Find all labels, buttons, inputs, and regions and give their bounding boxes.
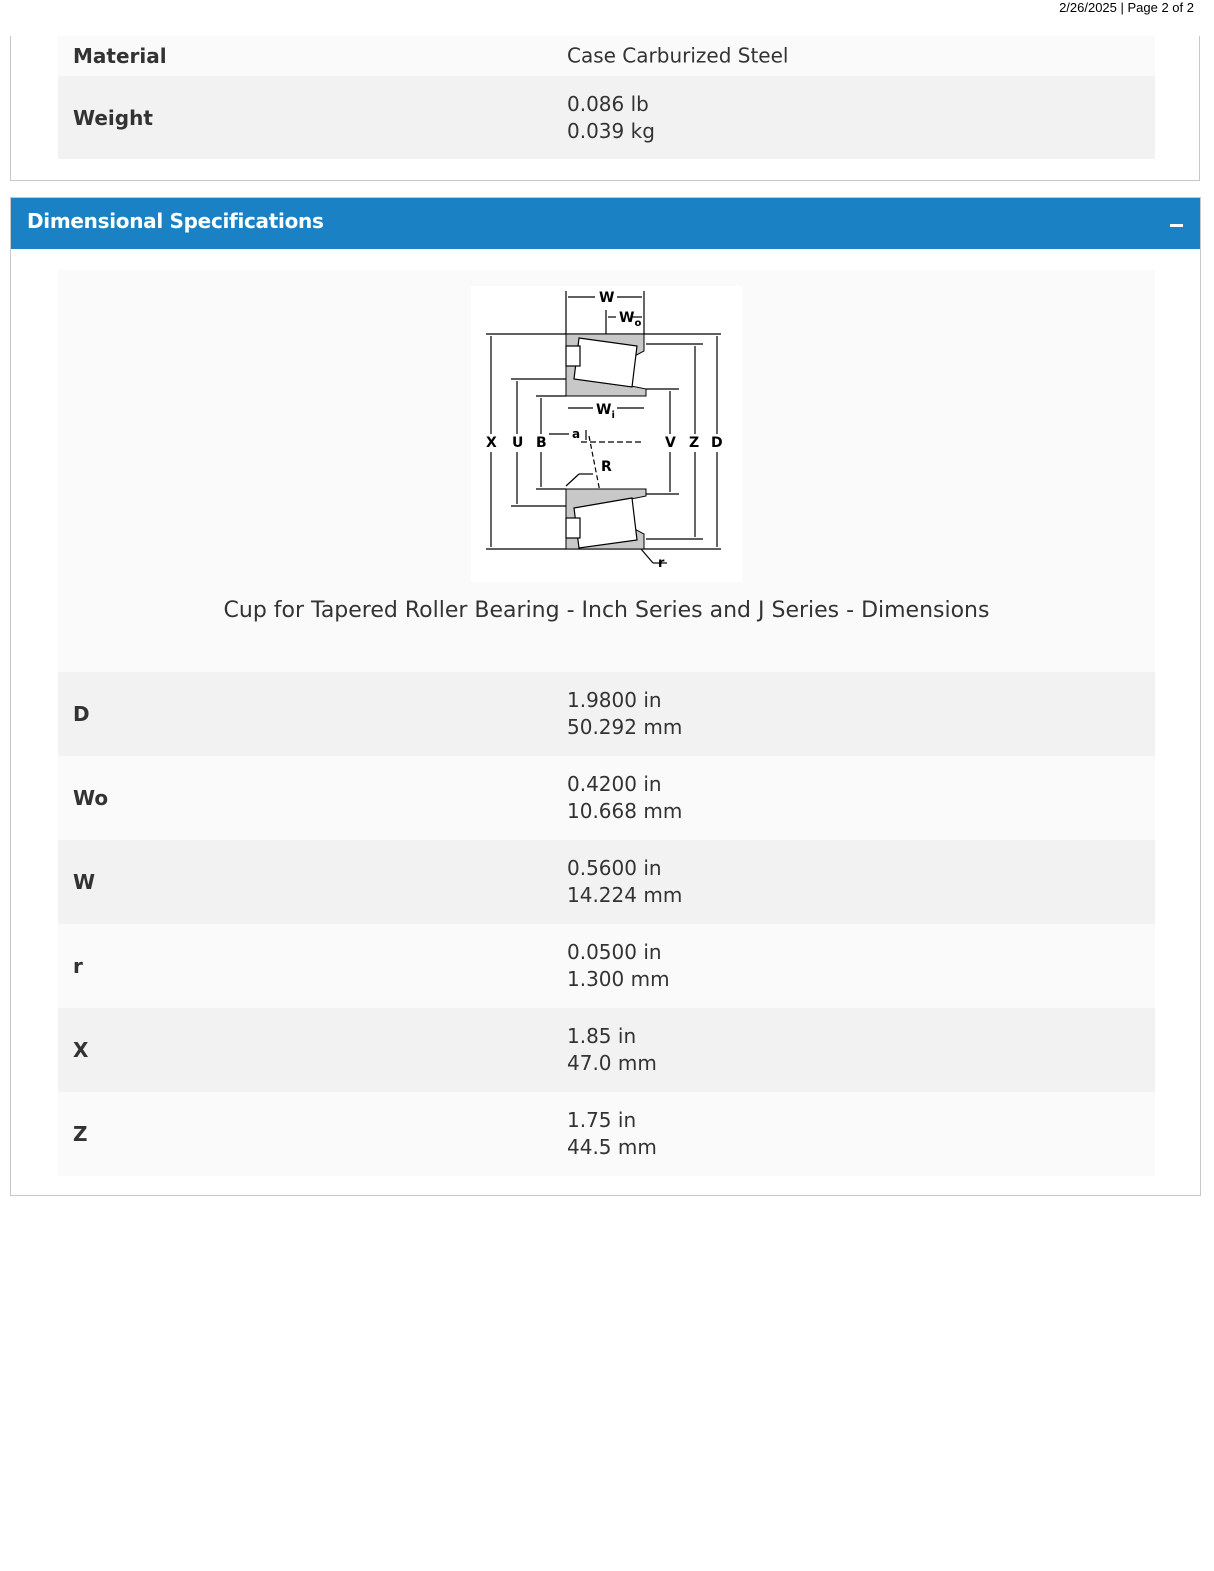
collapse-button[interactable]	[1170, 210, 1186, 238]
minus-icon	[1170, 224, 1183, 227]
dimensional-specifications-panel	[10, 197, 1201, 1196]
label-B: B	[536, 435, 547, 451]
dimension-value	[567, 855, 682, 909]
dimension-value-metric: 1.300 mm	[567, 967, 670, 991]
dimension-row-W	[58, 840, 1155, 924]
label-r: r	[658, 556, 665, 571]
label-W: W	[599, 290, 615, 306]
diagram-box	[58, 270, 1155, 672]
spec-value	[567, 91, 655, 145]
dimension-row-r	[58, 924, 1155, 1008]
dimension-label: Wo	[73, 786, 109, 810]
dimension-value	[567, 939, 670, 993]
dimension-row-X	[58, 1008, 1155, 1092]
spec-row-material	[58, 36, 1155, 76]
label-a: a	[572, 427, 581, 441]
label-X: X	[486, 435, 497, 451]
dimension-value-metric: 14.224 mm	[567, 883, 683, 907]
dimension-value-metric: 47.0 mm	[567, 1051, 657, 1075]
spec-row-weight	[58, 76, 1155, 159]
dimension-value-metric: 44.5 mm	[567, 1135, 657, 1159]
dimension-value-imperial: 1.85 in	[567, 1024, 637, 1048]
dimension-value-metric: 10.668 mm	[567, 799, 683, 823]
dimension-label: r	[73, 954, 83, 978]
label-R: R	[601, 459, 612, 475]
dimension-value	[567, 771, 682, 825]
label-Wo: $W_o$	[619, 310, 642, 329]
dimension-value	[567, 1023, 657, 1077]
spec-value-imperial: 0.086 lb	[567, 91, 649, 116]
dimension-label: X	[73, 1038, 89, 1062]
general-specifications-panel	[10, 36, 1200, 181]
dimension-row-Z	[58, 1092, 1155, 1176]
spec-value	[567, 43, 788, 70]
dimension-label: D	[73, 702, 90, 726]
dimension-label: W	[73, 870, 96, 894]
label-V: V	[665, 435, 676, 451]
label-D: D	[711, 435, 723, 451]
dimension-value-metric: 50.292 mm	[567, 715, 683, 739]
label-U: U	[512, 435, 524, 451]
spec-value-metric: 0.039 kg	[567, 118, 655, 143]
panel-header[interactable]	[11, 198, 1200, 249]
dimension-value-imperial: 1.75 in	[567, 1108, 637, 1132]
dimension-row-Wo	[58, 756, 1155, 840]
diagram-caption: Cup for Tapered Roller Bearing - Inch Series and J Series - Dimensions	[223, 598, 990, 623]
panel-title: Dimensional Specifications	[27, 209, 324, 233]
dimension-value-imperial: 0.4200 in	[567, 772, 662, 796]
dimension-value	[567, 687, 682, 741]
dimension-label: Z	[73, 1122, 88, 1146]
bearing-cup-diagram	[471, 286, 742, 582]
dimension-value	[567, 1107, 657, 1161]
label-Wi: $W_i$	[596, 402, 615, 421]
spec-label: Material	[73, 44, 167, 68]
dimension-row-D	[58, 672, 1155, 756]
page-header: 2/26/2025 | Page 2 of 2	[1059, 0, 1194, 15]
label-Z: Z	[689, 435, 700, 451]
dimension-value-imperial: 0.0500 in	[567, 940, 662, 964]
tapered-roller-bearing-drawing	[471, 286, 742, 582]
dimension-value-imperial: 0.5600 in	[567, 856, 662, 880]
spec-value-line: Case Carburized Steel	[567, 43, 789, 68]
dimension-value-imperial: 1.9800 in	[567, 688, 662, 712]
spec-label: Weight	[73, 105, 153, 130]
